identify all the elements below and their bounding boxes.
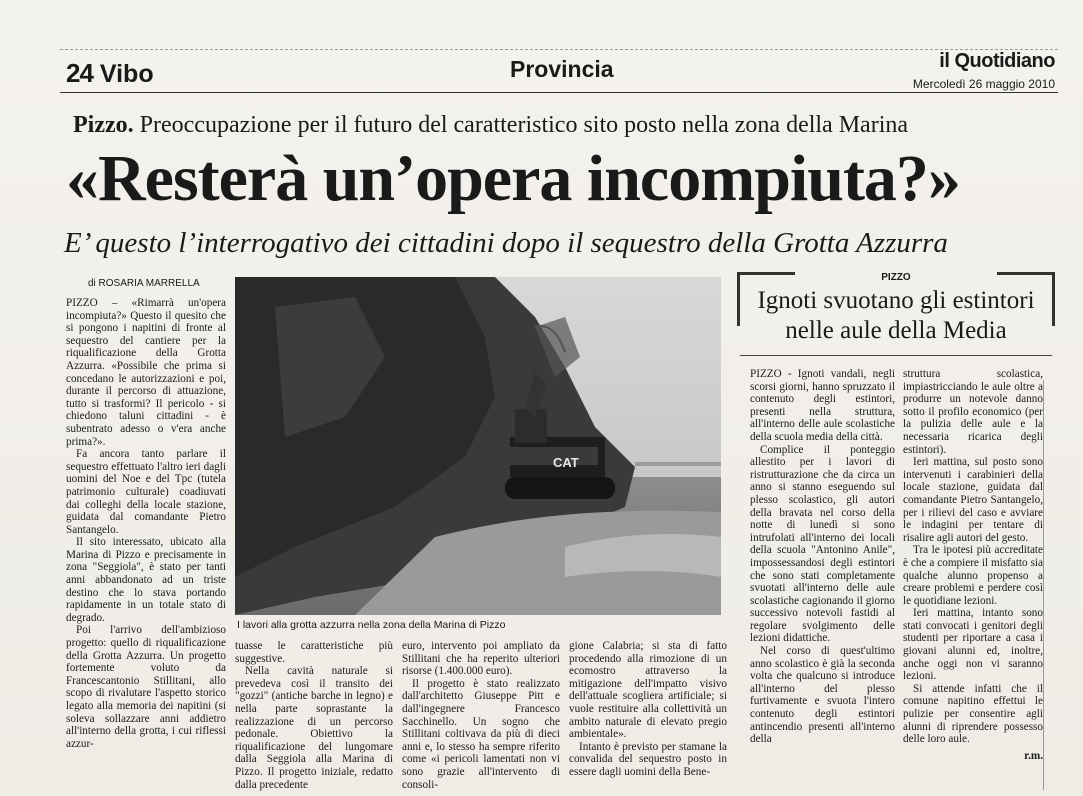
paragraph: Nella cavità naturale si prevedeva così il transito dei "gozzi" (antiche barche in legno) e nella parte soprastante la realizzazione di un percorso pedonale. Obiettivo la riqualificazione del lungomare dalla Seggiola alla Marina di Pizzo. Il progetto iniziale, redatto dalla precedente: [235, 665, 393, 791]
paragraph: Ieri mattina, intanto sono stati convocati i genitori degli studenti per riportare a casa i giovani alunni ed, inoltre, anche oggi non vi saranno lezioni.: [903, 607, 1043, 683]
paragraph: gione Calabria; si sta di fatto procedendo alla rimozione di un ecomostro attraverso la mitigazione dell'impatto visivo dell'attuale scogliera artificiale; si vuole restituire alla collettività un ambito naturale di elevato pregio ambientale».: [569, 640, 727, 741]
paragraph: tuasse le caratteristiche più suggestive.: [235, 640, 393, 665]
masthead-block: [913, 50, 1055, 91]
photo-caption: I lavori alla grotta azzurra nella zona della Marina di Pizzo: [237, 619, 506, 631]
paragraph: Il sito interessato, ubicato alla Marina di Pizzo e precisamente in zona "Seggiola", è stato per tanti anni abbandonato ad un triste destino che lo stava portando rapidamente in un totale stato di degrado.: [66, 536, 226, 624]
paragraph: PIZZO – «Rimarrà un'opera incompiuta?» Questo il quesito che si pongono i napitini di fronte al sequestro del cantiere per la riqualificazione della Grotta Azzurra. «Possibile che prima si concedano le autorizzazioni e poi, durante il percorso di attuazione, tutto si trasformi? Il pericolo - si chiedono taluni cittadini - è subentrato adesso o v'era anche prima?».: [66, 297, 226, 448]
article-subheadline: E’ questo l’interrogativo dei cittadini dopo il sequestro della Grotta Azzurra: [64, 227, 948, 259]
article-column-4: [569, 640, 727, 792]
article-headline: «Resterà un’opera incompiuta?»: [66, 142, 960, 215]
center-section-title: Provincia: [510, 56, 614, 82]
right-edge-rule: [1043, 380, 1044, 790]
paragraph: Si attende infatti che il comune napitino effettui le pulizie per consentire agli alunni di riprendere possesso delle loro aule.: [903, 682, 1043, 746]
paragraph: Intanto è previsto per stamane la convalida del sequestro posto in essere dagli uomini della Bene-: [569, 740, 727, 778]
paragraph: euro, intervento poi ampliato da Stillitani che ha reperito ulteriori risorse (1.400.000 euro).: [402, 640, 560, 678]
excavator-brand-label: CAT: [553, 455, 579, 470]
paragraph: Complice il ponteggio allestito per i lavori di ristrutturazione che da circa un anno si stanno eseguendo sul plesso scolastico, gli autori della bravata nel corso della notte di lunedì si sono intrufolati all'interno dei locali della scuola "Antonino Anile", impossessandosi degli estintori che sono stati completamente svuotati all'interno delle aule scolastiche cagionando il giorno successivo notevoli fastidi al regolare svolgimento delle lezioni didattiche.: [750, 443, 895, 645]
article-column-2: [235, 640, 393, 792]
sidebar-headline: [737, 286, 1055, 346]
sidebar-kicker: PIZZO: [881, 272, 911, 283]
page-section-header: [66, 58, 154, 89]
author-initials: r.m.: [1024, 749, 1043, 762]
article-column-3: [402, 640, 560, 792]
article-column-1: [66, 297, 226, 792]
issue-date: Mercoledì 26 maggio 2010: [912, 77, 1055, 91]
kicker-text: Preoccupazione per il futuro del caratteristico sito posto nella zona della Marina: [139, 112, 909, 138]
paragraph: Nel corso di quest'ultimo anno scolastico è già la seconda volta che qualcuno si introduce all'interno del plesso furtivamente e svuota l'intero contenuto degli estintori antincendio presenti all'interno della: [750, 645, 895, 746]
sidebar-rule: [740, 355, 1052, 356]
paragraph: PIZZO - Ignoti vandali, negli scorsi giorni, hanno spruzzato il contenuto degli estintori, presenti nella struttura, all'interno delle aule scolastiche della scuola media della città.: [750, 368, 895, 443]
section-name: Vibo: [99, 60, 154, 88]
masthead-logo: il Quotidiano: [939, 50, 1055, 72]
page-number: 24: [66, 58, 93, 88]
article-photo: [235, 277, 721, 615]
paragraph: struttura scolastica, impiastricciando le aule oltre a produrre un notevole danno sotto il profilo economico (per la pulizia delle aule e la necessaria ricarica degli estintori).: [903, 368, 1043, 456]
sidebar-headline-line-1: Ignoti svuotano gli estintori: [757, 287, 1035, 314]
kicker-place: Pizzo.: [73, 112, 134, 138]
sidebar-headline-line-2: nelle aule della Media: [785, 317, 1007, 344]
paragraph: Il progetto è stato realizzato dall'architetto Giuseppe Pitt e dall'ingegnere Francesco Sacchinello. Un sogno che Stillitani coltivava da più di dieci anni e, lo stesso ha sempre riferito come «i pericoli lamentati non vi sono grazie all'intervento di consoli-: [402, 677, 560, 791]
top-dashed-rule: [60, 49, 1058, 50]
article-byline: di ROSARIA MARRELLA: [88, 278, 200, 289]
sidebar-column-2: [903, 368, 1043, 792]
paragraph: Fa ancora tanto parlare il sequestro effettuato l'altro ieri dagli uomini del Noe e del Tpc (tutela patrimonio culturale) coadiuvati dai colleghi della locale stazione, guidata dal comandante Pietro Santangelo.: [66, 448, 226, 536]
paragraph: Poi l'arrivo dell'ambizioso progetto: quello di riqualificazione della Grotta Azzurra. Un progetto fortemente voluto da Francescantonio Stillitani, allo scopo di rivalutare l'aspetto storico legato alla memoria dei napitini (si soleva sollazzare anni addietro all'interno della grotta, i cui riflessi azzur-: [66, 624, 226, 750]
paragraph: Ieri mattina, sul posto sono intervenuti i carabinieri della locale stazione, guidata dal comandante Pietro Santangelo, per i rilievi del caso e avviare le indagini per tentare di risalire agli autori del gesto.: [903, 456, 1043, 544]
paragraph: Tra le ipotesi più accreditate è che a compiere il misfatto sia qualche alunno propenso a creare problemi e perdere così le quotidiane lezioni.: [903, 544, 1043, 607]
header-rule: [60, 92, 1058, 93]
sidebar-column-1: [750, 368, 895, 792]
article-kicker: [73, 112, 908, 139]
photo-grotta-excavator: [235, 277, 721, 615]
